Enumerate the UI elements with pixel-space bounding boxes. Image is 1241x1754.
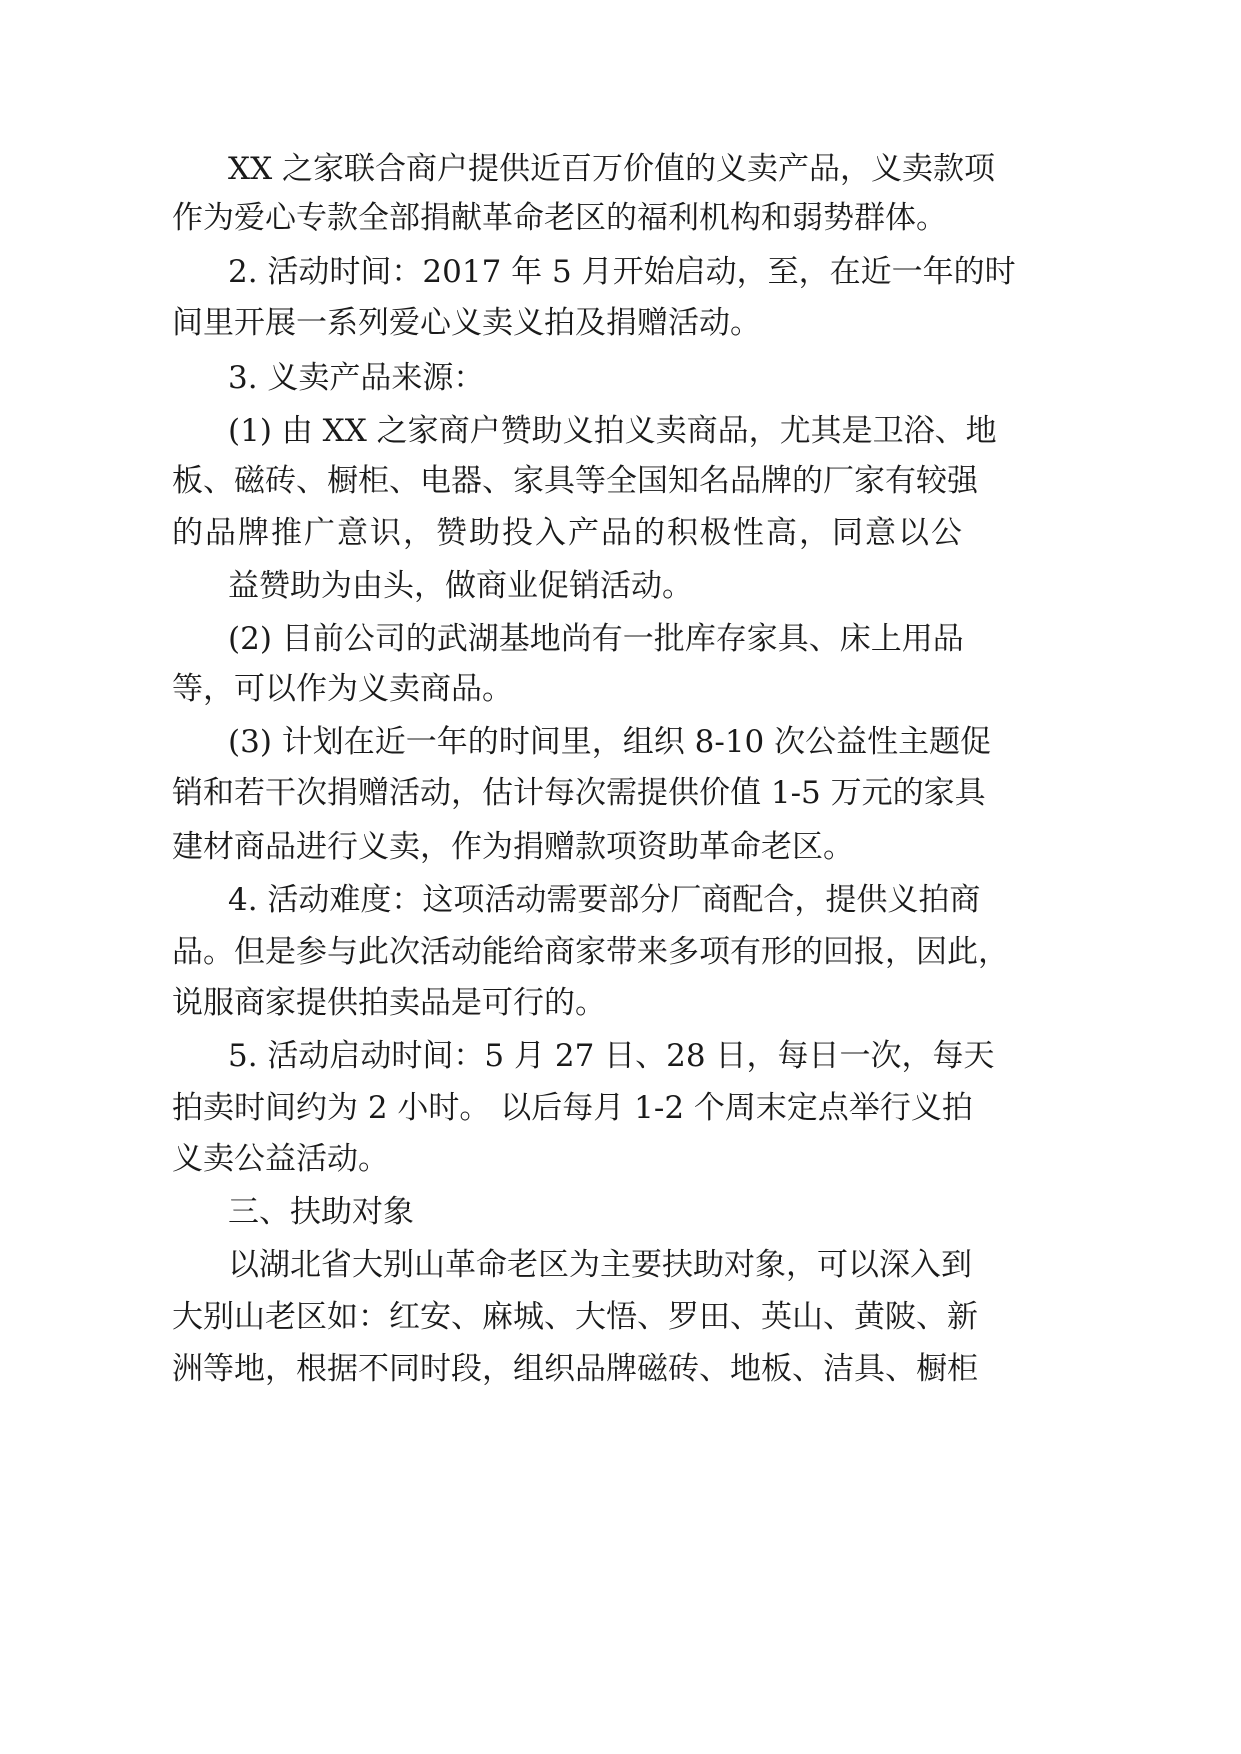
paragraph-text: 说服商家提供拍卖品是可行的。	[172, 985, 606, 1021]
text-line	[0, 461, 1241, 501]
text-line	[0, 932, 1241, 972]
text-line	[0, 983, 1241, 1023]
paragraph-text: XX 之家联合商户提供近百万价值的义卖产品，义卖款项	[228, 151, 995, 187]
paragraph-text: 间里开展一系列爱心义卖义拍及捐赠活动。	[172, 305, 761, 341]
paragraph-text: 品。但是参与此次活动能给商家带来多项有形的回报，因此，	[172, 934, 1009, 970]
paragraph-text: 拍卖时间约为 2 小时。 以后每月 1-2 个周末定点举行义拍	[172, 1090, 973, 1126]
heading-text: 三、扶助对象	[228, 1194, 414, 1230]
text-line	[0, 303, 1241, 343]
paragraph-text: (2) 目前公司的武湖基地尚有一批库存家具、床上用品	[228, 621, 964, 657]
paragraph-text: 义卖公益活动。	[172, 1141, 389, 1177]
section-heading	[0, 1192, 1241, 1232]
text-line	[0, 1139, 1241, 1179]
text-line	[0, 1245, 1241, 1285]
text-line	[0, 773, 1241, 813]
text-line	[0, 1349, 1241, 1389]
paragraph-text: 建材商品进行义卖，作为捐赠款项资助革命老区。	[172, 829, 854, 865]
text-line	[0, 880, 1241, 920]
text-line	[0, 722, 1241, 762]
paragraph-text: 以湖北省大别山革命老区为主要扶助对象，可以深入到	[228, 1247, 972, 1283]
text-line	[0, 669, 1241, 709]
text-line	[0, 513, 1241, 553]
paragraph-text: (3) 计划在近一年的时间里，组织 8-10 次公益性主题促	[228, 724, 992, 760]
paragraph-text: 4. 活动难度：这项活动需要部分厂商配合，提供义拍商	[228, 882, 981, 918]
text-line	[0, 1036, 1241, 1076]
paragraph-text: 益赞助为由头，做商业促销活动。	[228, 568, 693, 604]
text-line	[0, 411, 1241, 451]
text-line	[0, 1297, 1241, 1337]
paragraph-text: 板、磁砖、橱柜、电器、家具等全国知名品牌的厂家有较强	[172, 463, 978, 499]
text-line	[0, 198, 1241, 238]
paragraph-text: 洲等地，根据不同时段，组织品牌磁砖、地板、洁具、橱柜	[172, 1351, 978, 1387]
text-line	[0, 149, 1241, 189]
paragraph-text: 等，可以作为义卖商品。	[172, 671, 513, 707]
paragraph-text: 的品牌推广意识，赞助投入产品的积极性高，同意以公	[172, 515, 964, 551]
text-line	[0, 827, 1241, 867]
text-line	[0, 358, 1241, 398]
paragraph-text: 5. 活动启动时间：5 月 27 日、28 日，每日一次，每天	[228, 1038, 995, 1074]
paragraph-text: 3. 义卖产品来源：	[228, 360, 485, 396]
text-line	[0, 252, 1241, 292]
paragraph-text: 作为爱心专款全部捐献革命老区的福利机构和弱势群体。	[172, 200, 947, 236]
text-line	[0, 1088, 1241, 1128]
paragraph-text: (1) 由 XX 之家商户赞助义拍义卖商品，尤其是卫浴、地	[228, 413, 997, 449]
text-line	[0, 566, 1241, 606]
text-line	[0, 619, 1241, 659]
paragraph-text: 2. 活动时间：2017 年 5 月开始启动，至，在近一年的时	[228, 254, 1016, 290]
paragraph-text: 销和若干次捐赠活动，估计每次需提供价值 1-5 万元的家具	[172, 775, 986, 811]
paragraph-text: 大别山老区如：红安、麻城、大悟、罗田、英山、黄陂、新	[172, 1299, 978, 1335]
